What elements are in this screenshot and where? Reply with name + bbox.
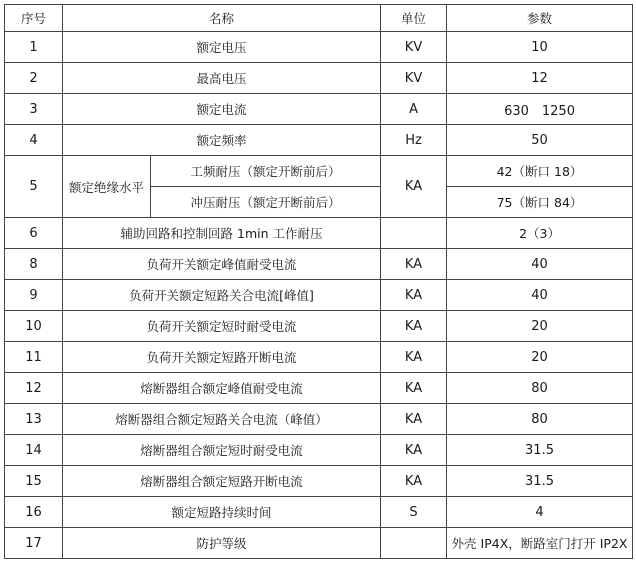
row-param: 20 <box>447 311 633 342</box>
row-name: 额定频率 <box>63 125 381 156</box>
row-name: 熔断器组合额定短路关合电流（峰值） <box>63 404 381 435</box>
row-seq: 15 <box>5 466 63 497</box>
row-param: 10 <box>447 32 633 63</box>
row-name: 额定绝缘水平 <box>63 156 151 218</box>
row-param: 40 <box>447 280 633 311</box>
spec-table <box>4 4 633 559</box>
row-seq: 10 <box>5 311 63 342</box>
table-row-insulation-1 <box>5 156 633 187</box>
table-row <box>5 466 633 497</box>
row-unit <box>381 528 447 559</box>
row-name: 额定短路持续时间 <box>63 497 381 528</box>
row-param-power-frequency: 42（断口 18） <box>447 156 633 187</box>
row-unit <box>381 218 447 249</box>
row-name: 负荷开关额定峰值耐受电流 <box>63 249 381 280</box>
table-row <box>5 435 633 466</box>
table-row <box>5 404 633 435</box>
row-seq: 4 <box>5 125 63 156</box>
table-row <box>5 528 633 559</box>
row-unit: KA <box>381 311 447 342</box>
table-row <box>5 94 633 125</box>
table-row <box>5 280 633 311</box>
header-unit: 单位 <box>381 5 447 32</box>
row-seq: 8 <box>5 249 63 280</box>
row-unit: KA <box>381 404 447 435</box>
table-row <box>5 497 633 528</box>
header-param: 参数 <box>447 5 633 32</box>
table-row <box>5 125 633 156</box>
header-seq: 序号 <box>5 5 63 32</box>
row-unit: KA <box>381 373 447 404</box>
row-name: 最高电压 <box>63 63 381 94</box>
row-param: 50 <box>447 125 633 156</box>
row-unit: A <box>381 94 447 125</box>
header-name: 名称 <box>63 5 381 32</box>
row-name: 负荷开关额定短路开断电流 <box>63 342 381 373</box>
row-unit: KA <box>381 435 447 466</box>
row-seq: 2 <box>5 63 63 94</box>
row-name: 熔断器组合额定峰值耐受电流 <box>63 373 381 404</box>
table-row <box>5 373 633 404</box>
row-name: 负荷开关额定短时耐受电流 <box>63 311 381 342</box>
row-param-impulse: 75（断口 84） <box>447 187 633 218</box>
row-subname-power-frequency: 工频耐压（额定开断前后） <box>151 156 381 187</box>
row-seq: 17 <box>5 528 63 559</box>
row-param: 31.5 <box>447 466 633 497</box>
row-unit: KV <box>381 63 447 94</box>
row-seq: 14 <box>5 435 63 466</box>
table-row <box>5 249 633 280</box>
row-name: 辅助回路和控制回路 1min 工作耐压 <box>63 218 381 249</box>
row-seq: 11 <box>5 342 63 373</box>
row-name: 额定电压 <box>63 32 381 63</box>
table-row <box>5 32 633 63</box>
row-unit: KA <box>381 156 447 218</box>
row-seq: 6 <box>5 218 63 249</box>
row-unit: KA <box>381 342 447 373</box>
row-param: 31.5 <box>447 435 633 466</box>
row-subname-impulse: 冲压耐压（额定开断前后） <box>151 187 381 218</box>
row-unit: KA <box>381 249 447 280</box>
row-unit: S <box>381 497 447 528</box>
row-param: 80 <box>447 373 633 404</box>
row-name: 额定电流 <box>63 94 381 125</box>
row-param: 外壳 IP4X，断路室门打开 IP2X <box>447 528 633 559</box>
row-seq: 12 <box>5 373 63 404</box>
row-param: 4 <box>447 497 633 528</box>
row-param: 40 <box>447 249 633 280</box>
row-seq: 1 <box>5 32 63 63</box>
row-param: 80 <box>447 404 633 435</box>
table-row <box>5 218 633 249</box>
row-unit: Hz <box>381 125 447 156</box>
row-name: 防护等级 <box>63 528 381 559</box>
header-row <box>5 5 633 32</box>
row-param: 630 1250 <box>447 94 633 125</box>
table-row <box>5 63 633 94</box>
row-unit: KV <box>381 32 447 63</box>
row-unit: KA <box>381 466 447 497</box>
row-unit: KA <box>381 280 447 311</box>
table-row <box>5 311 633 342</box>
row-seq: 5 <box>5 156 63 218</box>
row-name: 熔断器组合额定短路开断电流 <box>63 466 381 497</box>
row-param: 20 <box>447 342 633 373</box>
row-name: 负荷开关额定短路关合电流[峰值] <box>63 280 381 311</box>
spec-table-container <box>4 4 633 559</box>
row-seq: 13 <box>5 404 63 435</box>
row-seq: 3 <box>5 94 63 125</box>
row-param: 12 <box>447 63 633 94</box>
row-param: 2（3） <box>447 218 633 249</box>
row-name: 熔断器组合额定短时耐受电流 <box>63 435 381 466</box>
table-row <box>5 342 633 373</box>
row-seq: 9 <box>5 280 63 311</box>
row-seq: 16 <box>5 497 63 528</box>
